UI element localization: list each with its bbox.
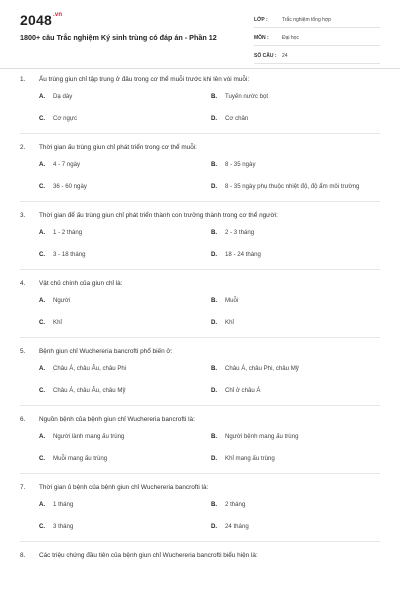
question-divider: [20, 405, 380, 406]
question-divider: [20, 133, 380, 134]
question-number: 4.: [20, 279, 26, 287]
answer-option[interactable]: [211, 312, 383, 334]
options-grid: [39, 290, 380, 334]
option-text: Khỉ mang ấu trùng: [225, 454, 275, 462]
options-grid: [39, 426, 380, 470]
option-text: 3 tháng: [53, 522, 74, 530]
answer-option[interactable]: [39, 312, 211, 334]
option-letter: A.: [39, 364, 46, 372]
answer-option[interactable]: [211, 380, 383, 402]
question-header: [20, 72, 380, 86]
answer-option[interactable]: [211, 86, 383, 108]
question-header: [20, 548, 380, 562]
logo-suffix: .vn: [52, 12, 63, 18]
question-text: Thời gian ấu trùng giun chỉ phát triển trong cơ thể muỗi:: [39, 143, 197, 151]
option-letter: C.: [39, 114, 46, 122]
page-header: [0, 0, 400, 68]
question-header: [20, 344, 380, 358]
meta-label: LỚP :: [254, 17, 268, 23]
option-letter: B.: [211, 228, 218, 236]
option-letter: C.: [39, 454, 46, 462]
option-letter: A.: [39, 92, 46, 100]
answer-option[interactable]: [211, 290, 383, 312]
option-text: Cơ ngực: [53, 114, 77, 122]
question-text: Các triệu chứng đầu tiên của bệnh giun chỉ Wuchereria bancrofti biểu hiện là:: [39, 551, 258, 559]
question-item: [0, 412, 400, 474]
option-text: Tuyến nước bọt: [225, 92, 269, 100]
option-letter: C.: [39, 250, 46, 258]
option-text: Chỉ ở châu Á: [225, 386, 261, 394]
question-item: [0, 208, 400, 270]
option-text: 8 - 35 ngày: [225, 160, 256, 168]
question-list: [0, 72, 400, 562]
question-number: 7.: [20, 483, 26, 491]
question-text: Bệnh giun chỉ Wuchereria bancrofti phổ biến ở:: [39, 347, 173, 355]
option-letter: B.: [211, 92, 218, 100]
option-letter: B.: [211, 296, 218, 304]
answer-option[interactable]: [211, 426, 383, 448]
answer-option[interactable]: [211, 358, 383, 380]
option-text: Khỉ: [225, 318, 234, 326]
question-header: [20, 276, 380, 290]
question-divider: [20, 337, 380, 338]
question-divider: [20, 541, 380, 542]
answer-option[interactable]: [39, 494, 211, 516]
option-text: Châu Á, châu Phi, châu Mỹ: [225, 364, 299, 372]
option-text: 36 - 60 ngày: [53, 182, 87, 190]
option-text: Châu Á, châu Âu, châu Phi: [53, 364, 127, 372]
answer-option[interactable]: [39, 176, 211, 198]
options-grid: [39, 154, 380, 198]
question-item: [0, 140, 400, 202]
question-header: [20, 412, 380, 426]
question-item: [0, 480, 400, 542]
question-number: 1.: [20, 75, 26, 83]
question-text: Nguồn bệnh của bệnh giun chỉ Wuchereria bancrofti là:: [39, 415, 195, 423]
answer-option[interactable]: [39, 516, 211, 538]
option-letter: D.: [211, 454, 218, 462]
answer-option[interactable]: [39, 380, 211, 402]
question-header: [20, 208, 380, 222]
answer-option[interactable]: [39, 426, 211, 448]
answer-option[interactable]: [211, 448, 383, 470]
option-letter: B.: [211, 364, 218, 372]
document-title: 1800+ câu Trắc nghiệm Ký sinh trùng có đáp án - Phần 12: [20, 33, 217, 42]
meta-row-count: [254, 49, 380, 64]
option-letter: D.: [211, 318, 218, 326]
option-letter: A.: [39, 432, 46, 440]
meta-value: 24: [282, 53, 288, 59]
answer-option[interactable]: [211, 176, 383, 198]
option-letter: A.: [39, 228, 46, 236]
option-text: Người bệnh mang ấu trùng: [225, 432, 299, 440]
meta-info: [254, 13, 380, 67]
answer-option[interactable]: [39, 154, 211, 176]
question-number: 2.: [20, 143, 26, 151]
option-text: 24 tháng: [225, 522, 249, 530]
option-letter: B.: [211, 500, 218, 508]
answer-option[interactable]: [211, 154, 383, 176]
question-number: 5.: [20, 347, 26, 355]
question-divider: [20, 201, 380, 202]
option-letter: B.: [211, 160, 218, 168]
options-grid: [39, 222, 380, 266]
option-text: Khỉ: [53, 318, 62, 326]
option-text: Châu Á, châu Âu, châu Mỹ: [53, 386, 126, 394]
answer-option[interactable]: [39, 222, 211, 244]
answer-option[interactable]: [39, 448, 211, 470]
question-text: Thời gian ủ bệnh của bệnh giun chỉ Wuchereria bancrofti là:: [39, 483, 209, 491]
option-letter: D.: [211, 114, 218, 122]
option-text: 4 - 7 ngày: [53, 160, 81, 168]
meta-value: Đại học: [282, 35, 299, 41]
option-text: 18 - 24 tháng: [225, 250, 261, 258]
options-grid: [39, 358, 380, 402]
answer-option[interactable]: [211, 222, 383, 244]
question-text: Thời gian để ấu trùng giun chỉ phát triển thành con trưởng thành trong cơ thể người:: [39, 211, 278, 219]
question-divider: [20, 269, 380, 270]
question-item: [0, 548, 400, 562]
option-letter: D.: [211, 182, 218, 190]
option-text: Cơ chân: [225, 114, 249, 122]
option-text: Người: [53, 296, 71, 304]
option-letter: D.: [211, 386, 218, 394]
option-text: 2 - 3 tháng: [225, 228, 255, 236]
meta-label: SỐ CÂU :: [254, 53, 277, 59]
answer-option[interactable]: [39, 86, 211, 108]
question-header: [20, 480, 380, 494]
option-letter: C.: [39, 522, 46, 530]
option-letter: B.: [211, 432, 218, 440]
option-letter: C.: [39, 386, 46, 394]
answer-option[interactable]: [211, 108, 383, 130]
question-number: 3.: [20, 211, 26, 219]
logo-text: 2048: [20, 12, 52, 28]
answer-option[interactable]: [39, 290, 211, 312]
option-text: Dạ dày: [53, 92, 73, 100]
question-divider: [20, 473, 380, 474]
question-item: [0, 276, 400, 338]
option-letter: C.: [39, 318, 46, 326]
option-letter: C.: [39, 182, 46, 190]
options-grid: [39, 86, 380, 130]
question-item: [0, 72, 400, 134]
meta-value: Trắc nghiệm tổng hợp: [282, 17, 331, 23]
answer-option[interactable]: [39, 244, 211, 266]
question-number: 8.: [20, 551, 26, 559]
option-letter: D.: [211, 522, 218, 530]
answer-option[interactable]: [211, 494, 383, 516]
question-item: [0, 344, 400, 406]
meta-row-subject: [254, 31, 380, 46]
option-text: 8 - 35 ngày phụ thuộc nhiệt độ, độ ẩm môi trường: [225, 182, 360, 190]
site-logo[interactable]: [20, 12, 62, 28]
option-text: 1 - 2 tháng: [53, 228, 83, 236]
option-text: Muỗi: [225, 296, 239, 304]
option-text: 3 - 18 tháng: [53, 250, 86, 258]
header-divider: [0, 68, 400, 69]
option-letter: A.: [39, 500, 46, 508]
option-text: 2 tháng: [225, 500, 246, 508]
option-letter: A.: [39, 296, 46, 304]
meta-label: MÔN :: [254, 35, 269, 41]
question-text: Vật chủ chính của giun chỉ là:: [39, 279, 123, 287]
question-text: Ấu trùng giun chỉ tập trung ở đâu trong cơ thể muỗi trước khi lên vòi muỗi:: [39, 75, 250, 83]
option-letter: A.: [39, 160, 46, 168]
options-grid: [39, 494, 380, 538]
option-letter: D.: [211, 250, 218, 258]
answer-option[interactable]: [39, 108, 211, 130]
option-text: 1 tháng: [53, 500, 74, 508]
option-text: Người lành mang ấu trùng: [53, 432, 125, 440]
answer-option[interactable]: [211, 516, 383, 538]
answer-option[interactable]: [39, 358, 211, 380]
meta-row-class: [254, 13, 380, 28]
answer-option[interactable]: [211, 244, 383, 266]
option-text: Muỗi mang ấu trùng: [53, 454, 108, 462]
question-header: [20, 140, 380, 154]
question-number: 6.: [20, 415, 26, 423]
